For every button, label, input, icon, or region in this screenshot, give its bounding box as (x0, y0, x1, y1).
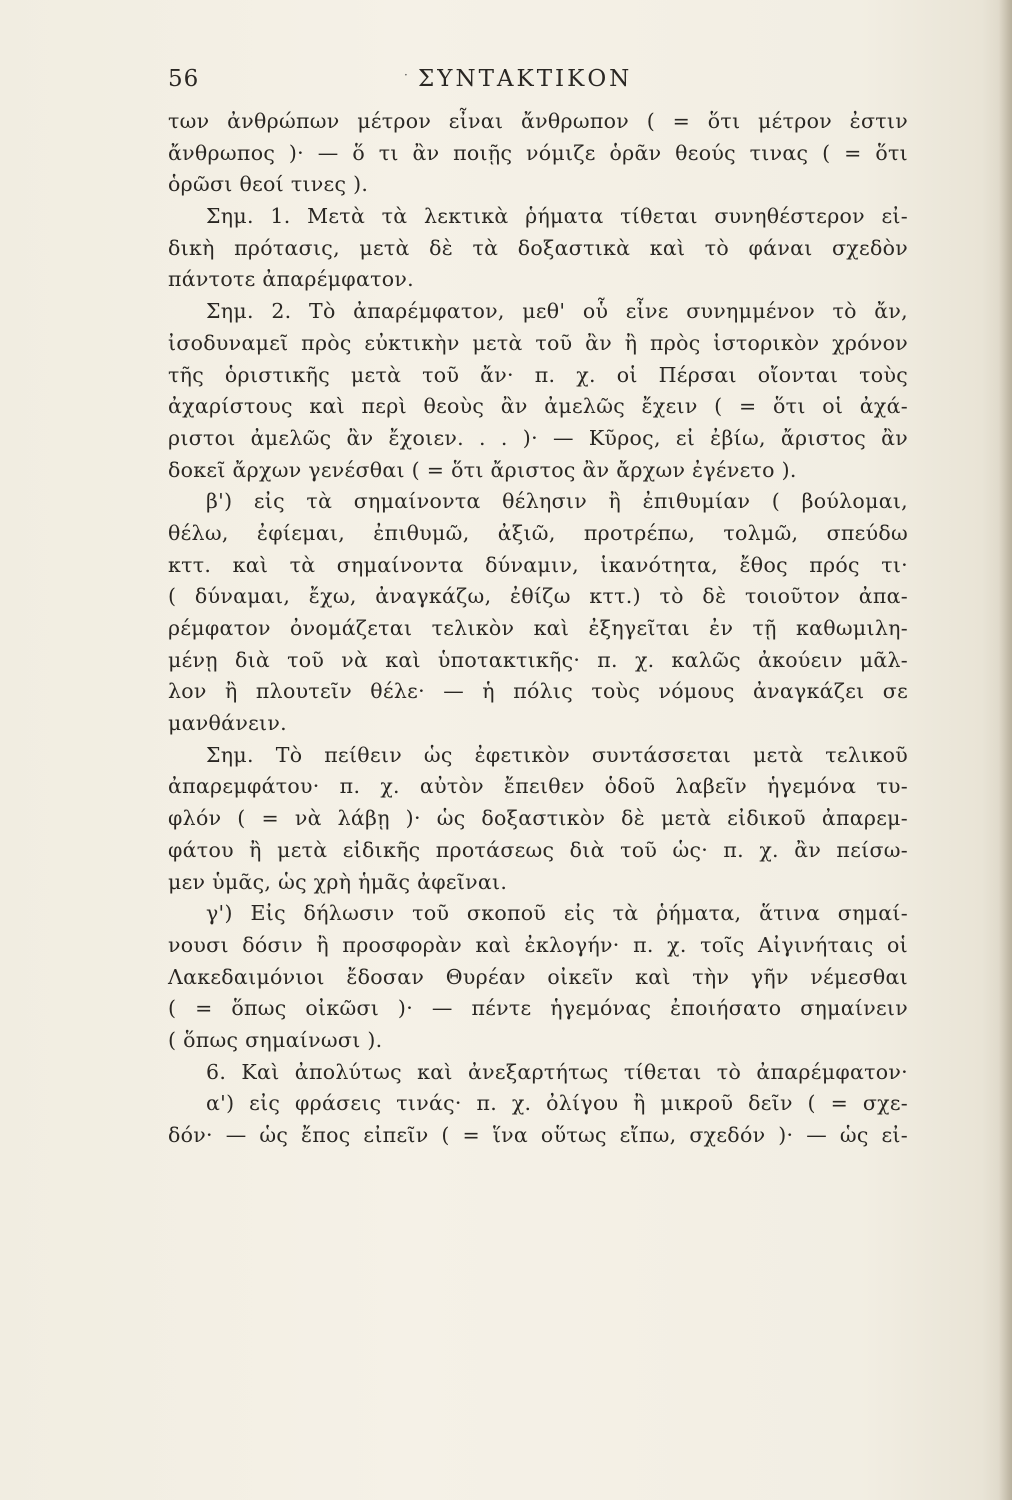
text-line: ὁρῶσι θεοί τινες ). (168, 172, 369, 197)
page-edge (998, 0, 1012, 1500)
text-line: ( δύναμαι, ἔχω, ἀναγκάζω, ἐθίζω κττ.) τὸ δὲ τοιοῦτον ἀπα- (168, 584, 908, 609)
text-line: μένῃ διὰ τοῦ νὰ καὶ ὑποτακτικῆς· π. χ. καλῶς ἀκούειν μᾶλ- (168, 647, 908, 672)
page-header (168, 60, 868, 100)
text-line: δόν· — ὡς ἔπος εἰπεῖν ( = ἵνα οὕτως εἴπω, σχεδόν )· — ὡς εἰ- (168, 1123, 908, 1147)
text-line: ( ὅπως σημαίνωσι ). (168, 1027, 383, 1052)
text-line: μανθάνειν. (168, 711, 287, 736)
text-line: ἀπαρεμφάτου· π. χ. αὐτὸν ἔπειθεν ὁδοῦ λαβεῖν ἡγεμόνα τυ- (168, 774, 908, 799)
text-line: γ') Εἰς δήλωσιν τοῦ σκοποῦ εἰς τὰ ῥήματα, ἅτινα σημαί- (206, 901, 908, 926)
text-line: Λακεδαιμόνιοι ἔδοσαν Θυρέαν οἰκεῖν καὶ τὴν γῆν νέμεσθαι (168, 964, 908, 989)
text-line: Σημ. 2. Τὸ ἀπαρέμφατον, μεθ' οὗ εἶνε συνημμένον τὸ ἄν, (206, 299, 908, 324)
text-line: τῆς ὁριστικῆς μετὰ τοῦ ἄν· π. χ. οἱ Πέρσαι οἴονται τοὺς (168, 362, 908, 387)
body-text (168, 106, 908, 1152)
text-line: ἀχαρίστους καὶ περὶ θεοὺς ἂν ἀμελῶς ἔχειν ( = ὅτι οἱ ἀχά- (168, 394, 908, 419)
text-line: πάντοτε ἀπαρέμφατον. (168, 267, 414, 292)
header-dot: · (404, 68, 408, 82)
text-line: λον ἢ πλουτεῖν θέλε· — ἡ πόλις τοὺς νόμους ἀναγκάζει σε (168, 679, 908, 704)
text-line: φάτου ἢ μετὰ εἰδικῆς προτάσεως διὰ τοῦ ὡς· π. χ. ἂν πείσω- (168, 837, 908, 862)
text-line: α') εἰς φράσεις τινάς· π. χ. ὀλίγου ἢ μικροῦ δεῖν ( = σχε- (206, 1091, 908, 1116)
text-line: Σημ. Τὸ πείθειν ὡς ἐφετικὸν συντάσσεται μετὰ τελικοῦ (206, 742, 908, 767)
text-line: φλόν ( = νὰ λάβῃ )· ὡς δοξαστικὸν δὲ μετὰ εἰδικοῦ ἀπαρεμ- (168, 806, 908, 831)
running-title: ΣΥΝΤΑΚΤΙΚΟΝ (418, 66, 633, 92)
text-line: ἰσοδυναμεῖ πρὸς εὐκτικὴν μετὰ τοῦ ἂν ἢ πρὸς ἱστορικὸν χρόνον (168, 330, 908, 355)
text-line: ( = ὅπως οἰκῶσι )· — πέντε ἡγεμόνας ἐποιήσατο σημαίνειν (168, 996, 908, 1021)
text-line: δοκεῖ ἄρχων γενέσθαι ( = ὅτι ἄριστος ἂν ἄρχων ἐγένετο ). (168, 457, 797, 482)
text-line: των ἀνθρώπων μέτρον εἶναι ἄνθρωπον ( = ὅτι μέτρον ἐστιν (168, 109, 908, 133)
text-line: ρέμφατον ὀνομάζεται τελικὸν καὶ ἐξηγεῖται ἐν τῇ καθωμιλη- (168, 616, 908, 640)
text-line: Σημ. 1. Μετὰ τὰ λεκτικὰ ῥήματα τίθεται συνηθέστερον εἰ- (206, 204, 908, 229)
text-line: ριστοι ἀμελῶς ἂν ἔχοιεν. . . )· — Κῦρος, εἰ ἐβίω, ἄριστος ἂν (168, 425, 908, 450)
text-line: θέλω, ἐφίεμαι, ἐπιθυμῶ, ἀξιῶ, προτρέπω, τολμῶ, σπεύδω (168, 520, 908, 545)
page-number: 56 (168, 66, 200, 92)
text-line: β') εἰς τὰ σημαίνοντα θέλησιν ἢ ἐπιθυμίαν ( βούλομαι, (206, 489, 908, 514)
text-line: ἄνθρωπος )· — ὅ τι ἂν ποιῇς νόμιζε ὁρᾶν θεούς τινας ( = ὅτι (168, 140, 908, 165)
text-line: κττ. καὶ τὰ σημαίνοντα δύναμιν, ἱκανότητα, ἔθος πρός τι· (168, 552, 908, 577)
text-line: νουσι δόσιν ἢ προσφορὰν καὶ ἐκλογήν· π. χ. τοῖς Αἰγινήταις οἱ (168, 932, 908, 957)
text-line: μεν ὑμᾶς, ὡς χρὴ ἡμᾶς ἀφεῖναι. (168, 869, 508, 894)
text-line: δικὴ πρότασις, μετὰ δὲ τὰ δοξαστικὰ καὶ τὸ φάναι σχεδὸν (168, 235, 908, 260)
text-line: 6. Καὶ ἀπολύτως καὶ ἀνεξαρτήτως τίθεται τὸ ἀπαρέμφατον· (206, 1059, 908, 1084)
